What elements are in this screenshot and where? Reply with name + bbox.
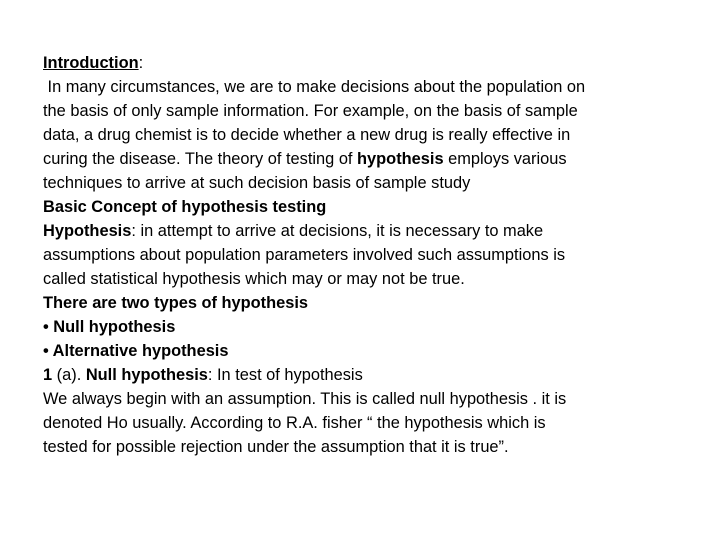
heading-colon: : — [138, 54, 144, 72]
null-hypothesis-line — [43, 363, 663, 387]
bullet-null: • Null hypothesis — [43, 318, 176, 336]
intro-line-4 — [43, 147, 663, 171]
intro-line-1: In many circumstances, we are to make decisions about the population on — [43, 78, 586, 96]
closing-line-3: tested for possible rejection under the assumption that it is true”. — [43, 438, 509, 456]
intro-line-4-tail: employs various — [443, 150, 567, 168]
null-rest: : In test of hypothesis — [207, 366, 363, 384]
intro-line-5: techniques to arrive at such decision basis of sample study — [43, 174, 471, 192]
closing-line-2: denoted Ho usually. According to R.A. fisher “ the hypothesis which is — [43, 414, 546, 432]
bullet-alternative: • Alternative hypothesis — [43, 342, 229, 360]
hypothesis-line-1 — [43, 219, 663, 243]
page-title: Introduction — [43, 54, 139, 72]
intro-bold-term: hypothesis — [357, 150, 444, 168]
intro-line-4-start: curing the disease. The theory of testing of — [43, 150, 358, 168]
hypothesis-line-2: assumptions about population parameters involved such assumptions is — [43, 246, 566, 264]
basic-concept-heading: Basic Concept of hypothesis testing — [43, 198, 327, 216]
hypothesis-label: Hypothesis — [43, 222, 132, 240]
types-heading: There are two types of hypothesis — [43, 294, 309, 312]
slide-content — [43, 51, 663, 459]
heading-line — [43, 51, 663, 75]
hypothesis-text-1: : in attempt to arrive at decisions, it is necessary to make — [131, 222, 544, 240]
null-number: 1 — [43, 366, 53, 384]
hypothesis-line-3: called statistical hypothesis which may or may not be true. — [43, 270, 465, 288]
intro-line-3: data, a drug chemist is to decide whether a new drug is really effective in — [43, 126, 571, 144]
closing-line-1: We always begin with an assumption. This is called null hypothesis . it is — [43, 390, 567, 408]
intro-line-2: the basis of only sample information. For example, on the basis of sample — [43, 102, 578, 120]
null-label: Null hypothesis — [85, 366, 208, 384]
null-paren: (a). — [52, 366, 86, 384]
